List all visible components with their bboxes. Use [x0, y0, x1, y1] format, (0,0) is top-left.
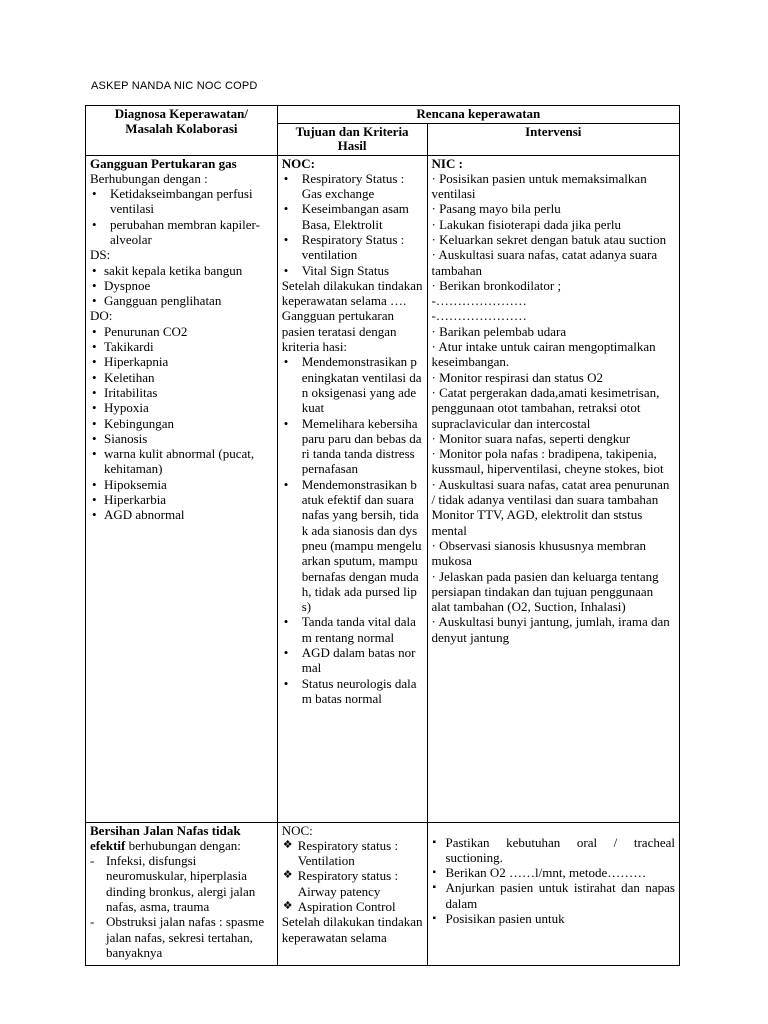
outcome-statement: Setelah dilakukan tindakan keperawatan selama	[281, 914, 423, 945]
nic-item: · Observasi sianosis khususnya membran mukosa	[431, 537, 646, 569]
outcome-statement: Setelah dilakukan tindakan keperawatan selama …. Gangguan pertukaran pasien teratasi dengan kriteria hasi:	[281, 277, 423, 355]
diagnosis-title: Bersihan Jalan Nafas tidak efektif	[90, 822, 241, 853]
list-item: ▪ Posisikan pasien untuk	[432, 911, 676, 926]
outcome-cell	[277, 822, 427, 965]
outcome-cell	[277, 155, 427, 822]
list-item: • Kebingungan	[90, 416, 273, 431]
criteria-list	[282, 354, 423, 706]
list-item: • AGD abnormal	[90, 507, 273, 522]
nic-item: -…………………	[431, 293, 527, 309]
nic-item: · Atur intake untuk cairan mengoptimalkan keseimbangan.	[431, 339, 656, 370]
list-item: • Takikardi	[90, 339, 273, 354]
list-item: • Hypoxia	[90, 400, 273, 415]
document-title: ASKEP NANDA NIC NOC COPD	[91, 80, 258, 92]
list-item: ❖ Aspiration Control	[282, 899, 423, 914]
nic-item: · Jelaskan pada pasien dan keluarga tentang persiapan tindakan dan tujuan penggunaan alat tambahan (O2, Suction, Inhalasi)	[431, 568, 659, 615]
list-item: ▪ Berikan O2 ……l/mnt, metode………	[432, 865, 676, 880]
ds-list	[90, 263, 273, 309]
nic-item: · Pasang mayo bila perlu	[431, 201, 561, 217]
list-item: • Respiratory Status : Gas exchange	[282, 171, 423, 202]
list-item: • Ketidakseimbangan perfusi ventilasi	[90, 186, 273, 217]
header-row-1	[86, 106, 680, 124]
list-item: • Sianosis	[90, 431, 273, 446]
list-item: • Respiratory Status : ventilation	[282, 232, 423, 263]
list-item: ▪ Pastikan kebutuhan oral / tracheal suctioning.	[432, 835, 676, 866]
list-item: • Vital Sign Status	[282, 263, 423, 278]
list-item: • Keseimbangan asam Basa, Elektrolit	[282, 201, 423, 232]
list-item: • Tanda tanda vital dalam rentang normal	[282, 614, 423, 645]
list-item: • perubahan membran kapiler-alveolar	[90, 217, 273, 248]
list-item: ❖ Respiratory status : Ventilation	[282, 838, 423, 869]
list-item: • AGD dalam batas normal	[282, 645, 423, 676]
nic-item: · Auskultasi suara nafas, catat area penurunan / tidak adanya ventilasi dan suara tambahan Monitor TTV, AGD, elektrolit dan ststus mental	[431, 476, 670, 538]
list-item: • Gangguan penglihatan	[90, 293, 273, 308]
table-row	[86, 155, 680, 822]
nic-item: -…………………	[431, 308, 527, 324]
nic-item: · Auskultasi suara nafas, catat adanya suara tambahan	[431, 247, 658, 278]
list-item: • Hipoksemia	[90, 477, 273, 492]
list-item: - Obstruksi jalan nafas : spasme jalan nafas, sekresi tertahan, banyaknya	[90, 914, 273, 960]
nic-item: · Monitor suara nafas, seperti dengkur	[431, 430, 631, 446]
list-item: • Dyspnoe	[90, 278, 273, 293]
nic-label: NIC :	[431, 155, 463, 171]
related-label: Berhubungan dengan :	[90, 170, 208, 186]
care-plan-table	[85, 105, 680, 966]
noc-label: NOC:	[281, 822, 313, 838]
nic-item: · Monitor respirasi dan status O2	[431, 369, 604, 385]
nic-item: · Auskultasi bunyi jantung, jumlah, irama dan denyut jantung	[431, 614, 670, 645]
ds-label: DS:	[90, 247, 111, 263]
diagnosis-title: Gangguan Pertukaran gas	[90, 155, 237, 171]
list-item: • sakit kepala ketika bangun	[90, 263, 273, 278]
table-row	[86, 822, 680, 965]
diagnosis-cell	[86, 155, 278, 822]
noc-list	[282, 171, 423, 278]
list-item: • Keletihan	[90, 370, 273, 385]
list-item: • Hiperkapnia	[90, 354, 273, 369]
do-list	[90, 324, 273, 523]
list-item: • Status neurologis dalam batas normal	[282, 676, 423, 707]
diagnosis-cell	[86, 822, 278, 965]
list-item: • Memelihara kebersiha paru paru dan bebas dari tanda tanda distress pernafasan	[282, 416, 423, 477]
list-item: - Infeksi, disfungsi neuromuskular, hiperplasia dinding bronkus, alergi jalan nafas, asma, trauma	[90, 853, 273, 914]
list-item: • Mendemonstrasikan batuk efektif dan suara nafas yang bersih, tidak ada sianosis dan dyspneu (mampu mengeluarkan sputum, mampu bernafas dengan mudah, tidak ada pursed lips)	[282, 477, 423, 615]
list-item: • Mendemonstrasikan peningkatan ventilasi dan oksigenasi yang adekuat	[282, 354, 423, 415]
related-list	[90, 186, 273, 247]
header-rencana: Rencana keperawatan	[277, 106, 679, 124]
diagnosis-related: berhubungan dengan:	[125, 837, 241, 853]
noc-list	[282, 838, 423, 914]
header-diagnosa: Diagnosa Keperawatan/ Masalah Kolaborasi	[86, 106, 278, 156]
list-item: • Penurunan CO2	[90, 324, 273, 339]
list-item: • warna kulit abnormal (pucat, kehitaman)	[90, 446, 273, 477]
intervention-cell	[427, 822, 680, 965]
nic-item: · Catat pergerakan dada,amati kesimetrisan, penggunaan otot tambahan, retraksi otot supraclavicular dan intercostal	[431, 384, 660, 431]
nic-item: · Keluarkan sekret dengan batuk atau suction	[431, 231, 667, 247]
header-tujuan: Tujuan dan Kriteria Hasil	[277, 123, 427, 155]
nic-item: · Monitor pola nafas : bradipena, takipenia, kussmaul, hiperventilasi, cheyne stokes, biot	[431, 446, 664, 477]
list-item: • Iritabilitas	[90, 385, 273, 400]
nic-item: · Posisikan pasien untuk memaksimalkan ventilasi	[431, 170, 647, 202]
noc-label: NOC:	[281, 155, 315, 171]
list-item: • Hiperkarbia	[90, 492, 273, 507]
intervention-cell	[427, 155, 680, 822]
nic-item: · Berikan bronkodilator ;	[431, 277, 562, 293]
nic-item: · Lakukan fisioterapi dada jika perlu	[431, 216, 622, 232]
header-intervensi: Intervensi	[427, 123, 680, 155]
cause-list	[90, 853, 273, 960]
do-label: DO:	[90, 308, 113, 324]
nic-item: · Barikan pelembab udara	[431, 323, 567, 339]
list-item: ▪ Anjurkan pasien untuk istirahat dan napas dalam	[432, 880, 676, 911]
list-item: ❖ Respiratory status : Airway patency	[282, 868, 423, 899]
nic-list	[432, 835, 676, 927]
